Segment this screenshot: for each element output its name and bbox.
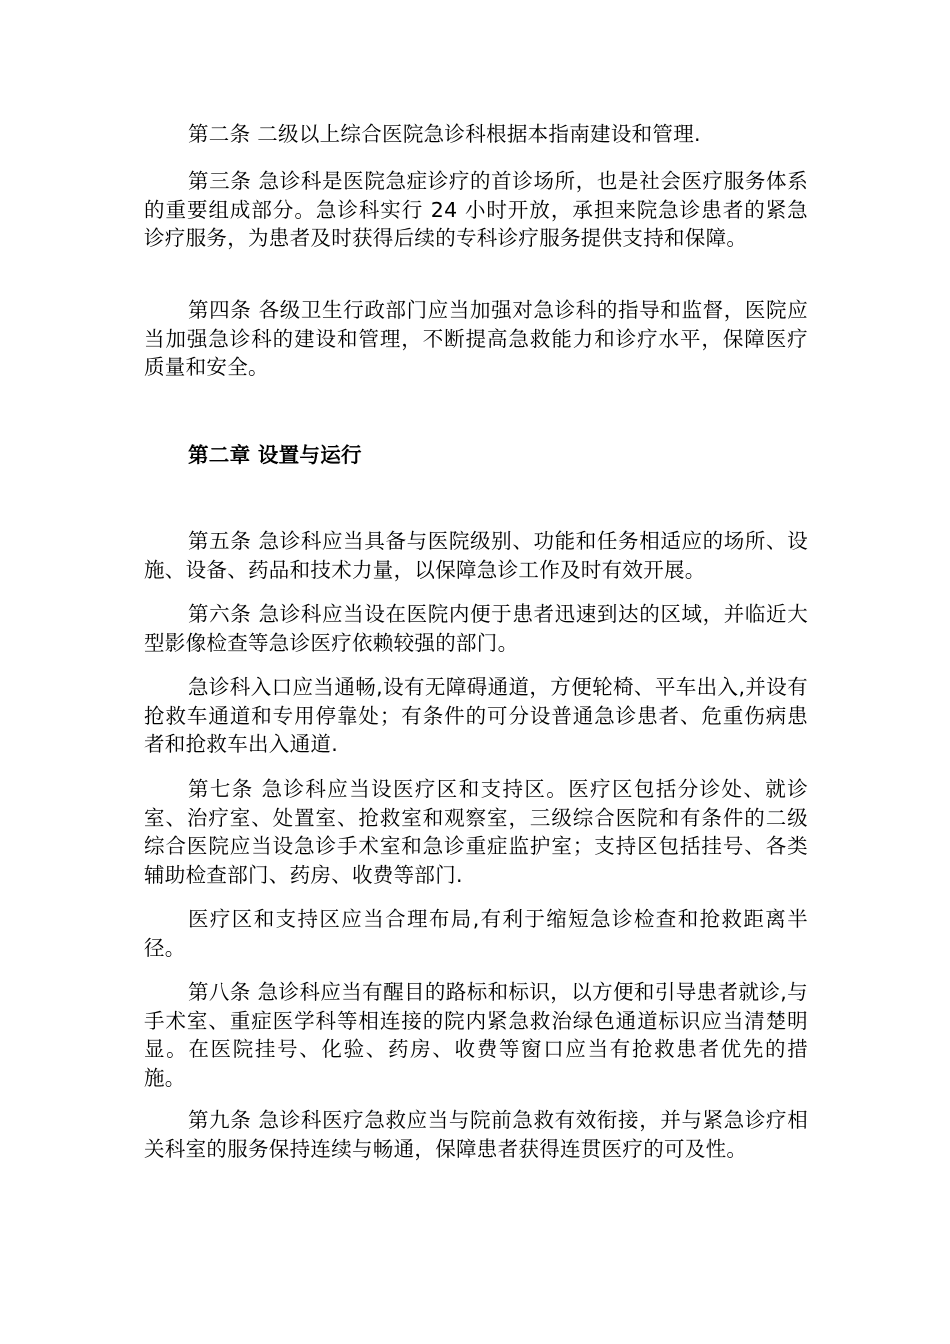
article-6-paragraph: 第六条 急诊科应当设在医院内便于患者迅速到达的区域，并临近大型影像检查等急诊医疗依赖较强的部门。 — [144, 602, 808, 655]
article-3-paragraph: 第三条 急诊科是医院急症诊疗的首诊场所，也是社会医疗服务体系的重要组成部分。急诊科实行 24 小时开放，承担来院急诊患者的紧急诊疗服务，为患者及时获得后续的专科诊疗服务提供支持和保障。 — [144, 169, 808, 250]
chapter-heading: 第二章 设置与运行 — [188, 443, 362, 467]
layout-paragraph: 医疗区和支持区应当合理布局,有利于缩短急诊检查和抢救距离半径。 — [144, 907, 808, 960]
article-8-paragraph: 第八条 急诊科应当有醒目的路标和标识，以方便和引导患者就诊,与手术室、重症医学科等相连接的院内紧急救治绿色通道标识应当清楚明显。在医院挂号、化验、药房、收费等窗口应当有抢救患者优先的措施。 — [144, 980, 808, 1090]
article-2-paragraph: 第二条 二级以上综合医院急诊科根据本指南建设和管理. — [188, 122, 701, 146]
entrance-paragraph: 急诊科入口应当通畅,设有无障碍通道，方便轮椅、平车出入,并设有抢救车通道和专用停靠处；有条件的可分设普通急诊患者、危重伤病患者和抢救车出入通道. — [144, 675, 808, 756]
article-5-paragraph: 第五条 急诊科应当具备与医院级别、功能和任务相适应的场所、设施、设备、药品和技术力量，以保障急诊工作及时有效开展。 — [144, 529, 808, 582]
article-9-paragraph: 第九条 急诊科医疗急救应当与院前急救有效衔接，并与紧急诊疗相关科室的服务保持连续与畅通，保障患者获得连贯医疗的可及性。 — [144, 1108, 808, 1161]
article-4-paragraph: 第四条 各级卫生行政部门应当加强对急诊科的指导和监督，医院应当加强急诊科的建设和管理，不断提高急救能力和诊疗水平，保障医疗质量和安全。 — [144, 298, 808, 379]
article-7-paragraph: 第七条 急诊科应当设医疗区和支持区。医疗区包括分诊处、就诊室、治疗室、处置室、抢救室和观察室，三级综合医院和有条件的二级综合医院应当设急诊手术室和急诊重症监护室；支持区包括挂号、各类辅助检查部门、药房、收费等部门. — [144, 777, 808, 887]
